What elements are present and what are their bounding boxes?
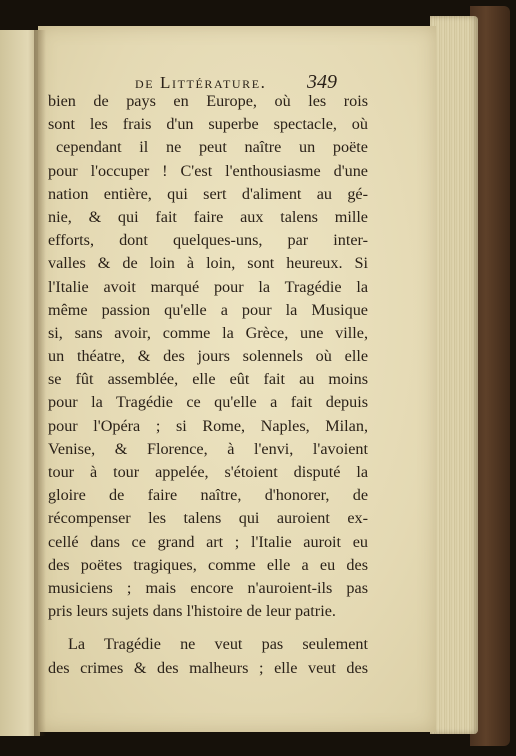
text-line: valles & de loin à loin, sont heureux. Si bbox=[48, 254, 368, 273]
text-line: efforts, dont quelques-uns, par inter- bbox=[48, 231, 368, 250]
paragraph-start-line: La Tragédie ne veut pas seulement bbox=[68, 635, 368, 654]
paragraph-gap bbox=[48, 623, 368, 633]
text-line: même passion qu'elle a pour la Musique bbox=[48, 300, 368, 319]
text-line: nation entière, qui sert d'aliment au gé- bbox=[48, 184, 368, 203]
text-line: récompenser les talens qui auroient ex- bbox=[48, 509, 368, 528]
text-line: cependant il ne peut naître un poëte bbox=[56, 138, 368, 157]
text-line: si, sans avoir, comme la Grèce, une ville, bbox=[48, 323, 368, 342]
body-text bbox=[48, 90, 368, 680]
text-line: tour à tour appelée, s'étoient disputé la bbox=[48, 463, 368, 481]
running-head-title: de Littérature. bbox=[135, 73, 267, 92]
text-line: Venise, & Florence, à l'envi, l'avoient bbox=[48, 439, 368, 458]
text-line: musiciens ; mais encore n'auroient-ils pas bbox=[48, 578, 368, 597]
text-line: cellé dans ce grand art ; l'Italie auroit eu bbox=[48, 532, 368, 551]
text-line: pris leurs sujets dans l'histoire de leur patrie. bbox=[48, 602, 336, 621]
page-number: 349 bbox=[307, 71, 337, 93]
text-line: bien de pays en Europe, où les rois bbox=[48, 92, 368, 110]
book-gutter bbox=[34, 30, 46, 736]
page-edges bbox=[430, 16, 478, 734]
text-line: un théatre, & des jours solennels où elle bbox=[48, 347, 368, 366]
text-line: nie, & qui fait faire aux talens mille bbox=[48, 207, 368, 226]
text-line: l'Italie avoit marqué pour la Tragédie la bbox=[48, 277, 368, 296]
text-line: sont les frais d'un superbe spectacle, où bbox=[48, 115, 368, 134]
text-line: pour la Tragédie ce qu'elle a fait depuis bbox=[48, 393, 368, 412]
text-line: des poëtes tragiques, comme elle a eu des bbox=[48, 555, 368, 574]
text-line: des crimes & des malheurs ; elle veut des bbox=[48, 658, 368, 677]
text-line: gloire de faire naître, d'honorer, de bbox=[48, 486, 368, 505]
text-line: se fût assemblée, elle eût fait au moins bbox=[48, 370, 368, 389]
text-line: pour l'Opéra ; si Rome, Naples, Milan, bbox=[48, 416, 368, 435]
text-line: pour l'occuper ! C'est l'enthousiasme d'une bbox=[48, 161, 368, 180]
